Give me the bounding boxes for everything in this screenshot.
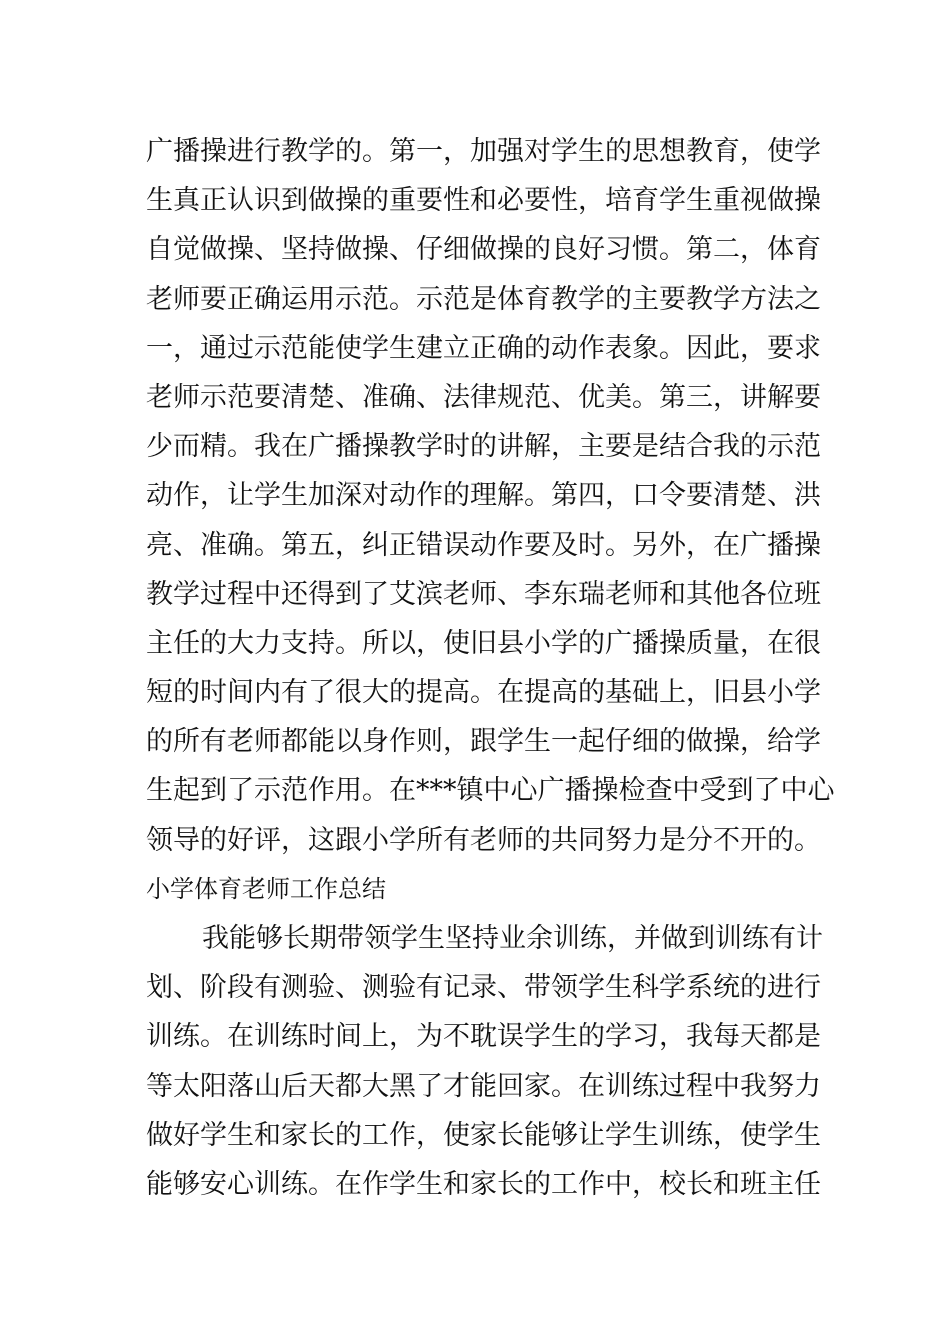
text-line: 广播操进行教学的。第一，加强对学生的思想教育，使学 [146, 136, 821, 167]
section-heading: 小学体育老师工作总结 [146, 874, 386, 903]
text-line: 我能够长期带领学生坚持业余训练，并做到训练有计 [202, 923, 823, 954]
text-line: 短的时间内有了很大的提高。在提高的基础上，旧县小学 [146, 677, 821, 709]
text-line: 等太阳落山后天都大黑了才能回家。在训练过程中我努力 [146, 1070, 821, 1102]
text-line: 能够安心训练。在作学生和家长的工作中，校长和班主任 [146, 1168, 821, 1200]
text-line: 划、阶段有测验、测验有记录、带领学生科学系统的进行 [146, 972, 821, 1004]
text-line: 主任的大力支持。所以，使旧县小学的广播操质量，在很 [146, 627, 821, 659]
text-line: 老师要正确运用示范。示范是体育教学的主要教学方法之 [146, 283, 821, 315]
document-body [146, 127, 835, 1209]
text-line: 生起到了示范作用。在***镇中心广播操检查中受到了中心 [146, 775, 835, 807]
text-line: 一，通过示范能使学生建立正确的动作表象。因此，要求 [146, 332, 821, 364]
text-line: 生真正认识到做操的重要性和必要性，培育学生重视做操 [146, 185, 821, 217]
paragraph-2 [146, 914, 826, 1209]
text-line: 领导的好评，这跟小学所有老师的共同努力是分不开的。 [146, 824, 821, 856]
text-line: 训练。在训练时间上，为不耽误学生的学习，我每天都是 [146, 1021, 821, 1053]
text-line: 少而精。我在广播操教学时的讲解，主要是结合我的示范 [146, 431, 821, 463]
text-line: 的所有老师都能以身作则，跟学生一起仔细的做操，给学 [146, 726, 821, 758]
text-line: 老师示范要清楚、准确、法律规范、优美。第三，讲解要 [146, 381, 821, 413]
paragraph-1 [146, 127, 835, 865]
text-line: 做好学生和家长的工作，使家长能够让学生训练，使学生 [146, 1119, 821, 1151]
text-line: 自觉做操、坚持做操、仔细做操的良好习惯。第二，体育 [146, 234, 821, 266]
text-line: 教学过程中还得到了艾滨老师、李东瑞老师和其他各位班 [146, 578, 821, 610]
text-line: 动作，让学生加深对动作的理解。第四，口令要清楚、洪 [146, 480, 821, 512]
text-line: 亮、准确。第五，纠正错误动作要及时。另外，在广播操 [146, 529, 821, 561]
